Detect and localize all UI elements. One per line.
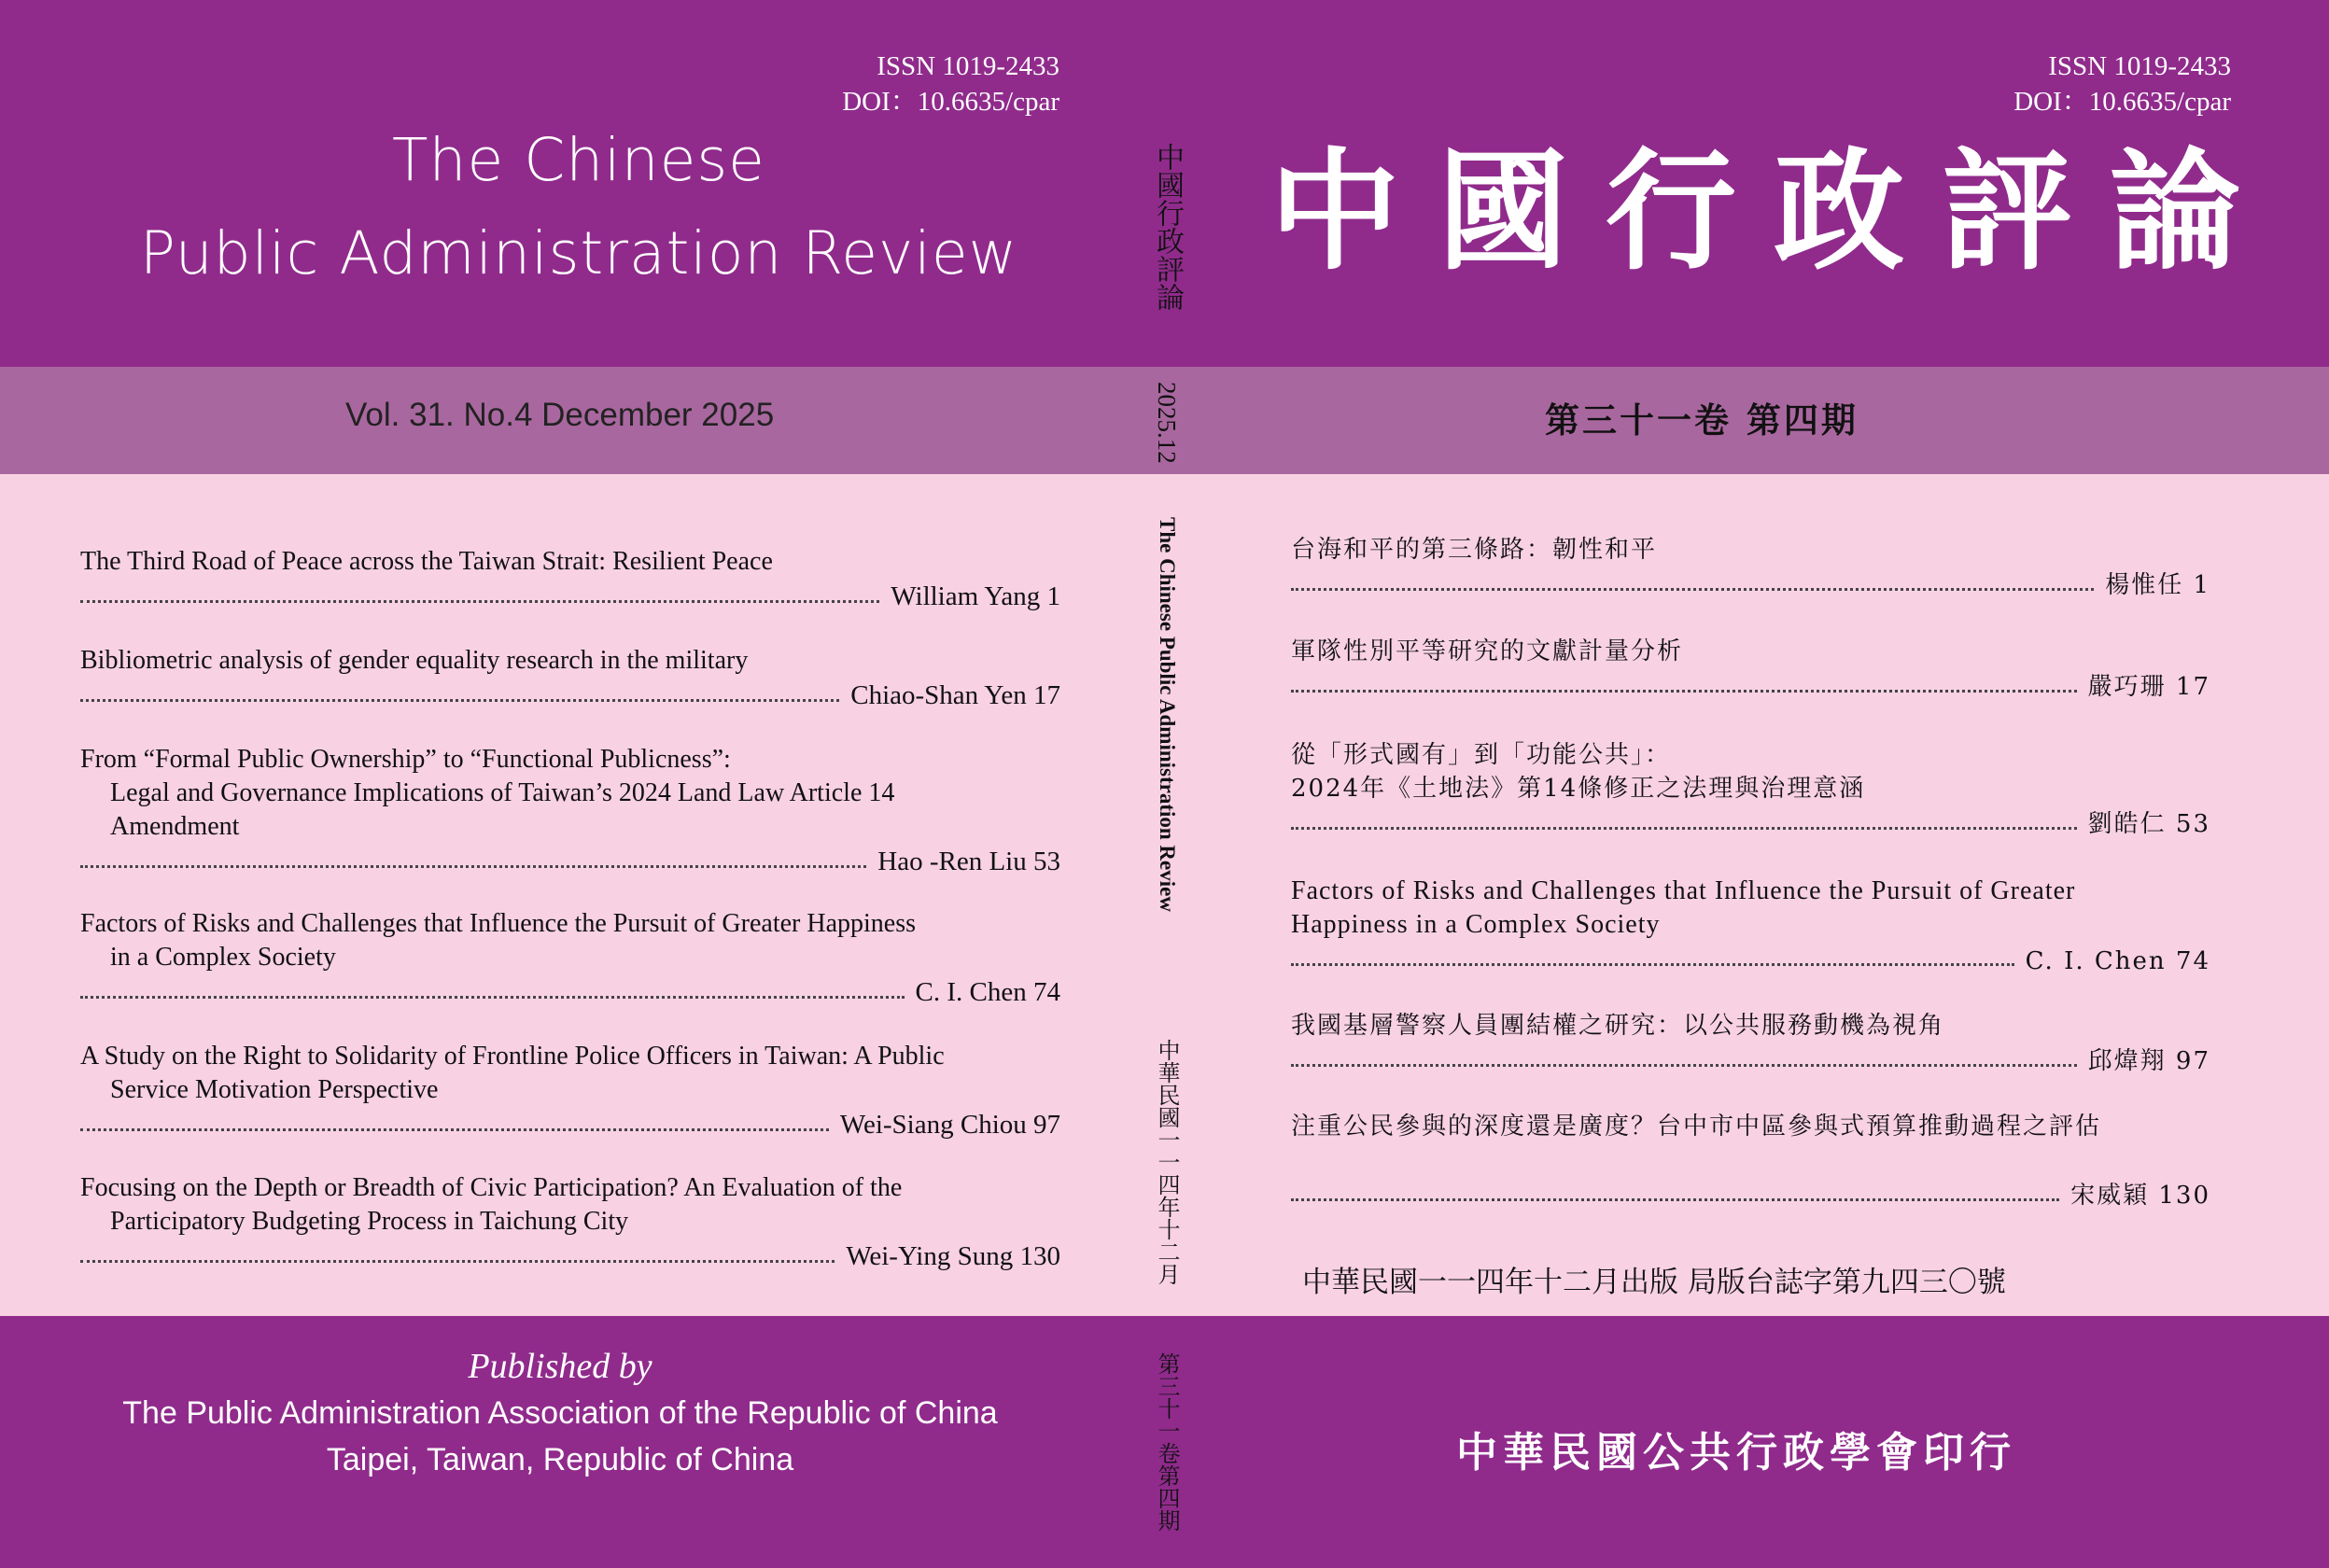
toc-entry [80, 644, 1060, 711]
toc-entry-title-line: 注重公民參與的深度還是廣度？台中市中區參與式預算推動過程之評估 [1291, 1113, 2102, 1141]
toc-entry-title [1291, 738, 2210, 805]
toc-entry [80, 907, 1060, 1008]
toc-entry-title-line: 軍隊性別平等研究的文獻計量分析 [1291, 637, 1684, 665]
front-doi: DOI：10.6635/cpar [2013, 87, 2231, 117]
toc-entry-title [1291, 533, 2210, 567]
toc-entry-leader [80, 974, 1060, 1008]
dot-leader [1291, 963, 2014, 966]
front-volume: 第三十一卷 第四期 [1545, 399, 1859, 441]
toc-entry-title [80, 1040, 1060, 1107]
dot-leader [1291, 690, 2077, 693]
toc-entry-title-line [1291, 1143, 2210, 1177]
toc-entry-title-line: Happiness in a Complex Society [1291, 910, 1661, 939]
spine-date-zh: 中華民國一一四年十二月 [1154, 1039, 1180, 1285]
dot-leader [80, 699, 839, 702]
toc-entry-author-page: 嚴巧珊 17 [2087, 673, 2210, 701]
toc-entry-author-page: 劉皓仁 53 [2087, 810, 2210, 838]
toc-entry-leader [1291, 668, 2210, 702]
toc-entry-title-line: in a Complex Society [110, 943, 336, 972]
dot-leader [1291, 1064, 2077, 1067]
front-issn-block [1876, 49, 2231, 119]
toc-entry [1291, 635, 2210, 702]
toc-entry [1291, 875, 2210, 975]
toc-entry-leader [1291, 1177, 2210, 1211]
toc-entry-title-line: 從「形式國有」到「功能公共」： [1291, 741, 1672, 769]
dot-leader [80, 600, 879, 603]
toc-entry-title-line: From “Formal Public Ownership” to “Functional Publicness”: [80, 745, 731, 774]
toc-entry-author-page: 楊惟任 1 [2105, 571, 2210, 599]
toc-entry-leader [80, 678, 1060, 711]
back-issn: ISSN 1019-2433 [877, 51, 1059, 81]
toc-entry-author-page: Wei-Ying Sung 130 [846, 1241, 1060, 1271]
toc-entry-leader [1291, 805, 2210, 839]
spine-issue-zh: 第三十一卷第四期 [1154, 1352, 1180, 1532]
dot-leader [80, 1128, 829, 1131]
toc-entry-author-page: 邱煒翔 97 [2087, 1047, 2210, 1075]
toc-entry-title [1291, 635, 2210, 668]
toc-entry-leader [1291, 942, 2210, 975]
publication-line: 中華民國一一四年十二月出版 局版台誌字第九四三〇號 [1302, 1266, 2006, 1299]
toc-entry-title-line: Participatory Budgeting Process in Taichung City [110, 1207, 629, 1236]
toc-entry [1291, 1009, 2210, 1076]
toc-entry-title-line: 2024年《土地法》第14條修正之法理與治理意涵 [1291, 775, 1866, 803]
printed-by: 中華民國公共行政學會印行 [1456, 1429, 2016, 1477]
toc-entry-author-page: Chiao-Shan Yen 17 [850, 680, 1060, 710]
dot-leader [80, 865, 866, 868]
toc-entry-title-line: Focusing on the Depth or Breadth of Civic Participation? An Evaluation of the [80, 1173, 903, 1202]
back-issn-block [709, 49, 1059, 119]
spine-title-en: The Chinese Public Administration Review [1156, 516, 1179, 912]
toc-entry-title-line: Legal and Governance Implications of Taiwan’s 2024 Land Law Article 14 [110, 778, 895, 807]
dot-leader [1291, 827, 2077, 830]
toc-entry-leader [1291, 567, 2210, 600]
back-title-line1: The Chinese [392, 126, 765, 194]
back-volume: Vol. 31. No.4 December 2025 [345, 397, 775, 433]
toc-entry-title [80, 743, 1060, 844]
toc-entry-leader [80, 1239, 1060, 1272]
toc-entry-title [80, 1171, 1060, 1239]
toc-entry [1291, 1110, 2210, 1211]
spine-date: 2025.12 [1153, 382, 1181, 464]
toc-entry [80, 1171, 1060, 1272]
toc-entry-author-page: William Yang 1 [891, 581, 1060, 611]
spine-title-zh: 中國行政評論 [1151, 143, 1184, 311]
publisher-name: The Public Administration Association of the Republic of China [122, 1395, 998, 1431]
toc-entry-title [80, 907, 1060, 974]
toc-entry-leader [1291, 1043, 2210, 1076]
toc-entry-title-line: 台海和平的第三條路：韌性和平 [1291, 536, 1658, 564]
toc-entry-title [1291, 1009, 2210, 1043]
toc-entry-title-line: Factors of Risks and Challenges that Influence the Pursuit of Greater [1291, 876, 2076, 905]
front-title: 中國行政評論 [1270, 136, 2279, 288]
dot-leader [1291, 1198, 2059, 1201]
toc-entry-title [80, 545, 1060, 579]
toc-entry-leader [80, 1107, 1060, 1141]
toc-entry-title-line: Service Motivation Perspective [110, 1075, 439, 1104]
toc-entry-title [1291, 875, 2210, 942]
publisher-city: Taipei, Taiwan, Republic of China [326, 1442, 794, 1477]
toc-entry-author-page: 宋威穎 130 [2070, 1182, 2210, 1210]
toc-entry-leader [80, 844, 1060, 877]
dot-leader [1291, 588, 2094, 591]
dot-leader [80, 996, 905, 999]
toc-entry [80, 743, 1060, 877]
toc-entry-leader [80, 579, 1060, 612]
toc-entry-title [80, 644, 1060, 678]
toc-entry-title-line: Factors of Risks and Challenges that Influence the Pursuit of Greater Happiness [80, 909, 917, 938]
toc-entry-title-line: Amendment [110, 812, 240, 841]
toc-entry-author-page: Hao -Ren Liu 53 [877, 847, 1060, 876]
published-by-label: Published by [468, 1347, 652, 1386]
toc-entry [1291, 533, 2210, 600]
toc-entry [80, 1040, 1060, 1141]
back-doi: DOI：10.6635/cpar [842, 87, 1059, 117]
toc-entry-title [1291, 1110, 2210, 1177]
toc-entry-title-line: A Study on the Right to Solidarity of Frontline Police Officers in Taiwan: A Public [80, 1042, 945, 1071]
toc-entry-title-line: Bibliometric analysis of gender equality research in the military [80, 646, 749, 675]
toc-entry-title-line: The Third Road of Peace across the Taiwan Strait: Resilient Peace [80, 547, 773, 576]
toc-entry-author-page: C. I. Chen 74 [2025, 947, 2210, 975]
toc-entry-author-page: Wei-Siang Chiou 97 [839, 1110, 1060, 1140]
toc-entry-title-line: 我國基層警察人員團結權之研究：以公共服務動機為視角 [1291, 1012, 1945, 1040]
toc-entry [1291, 738, 2210, 839]
dot-leader [80, 1260, 835, 1263]
toc-entry [80, 545, 1060, 612]
spine [1115, 0, 1218, 1568]
front-issn: ISSN 1019-2433 [2048, 51, 2231, 81]
toc-entry-author-page: C. I. Chen 74 [915, 977, 1060, 1007]
back-title-line2: Public Administration Review [139, 219, 1018, 287]
